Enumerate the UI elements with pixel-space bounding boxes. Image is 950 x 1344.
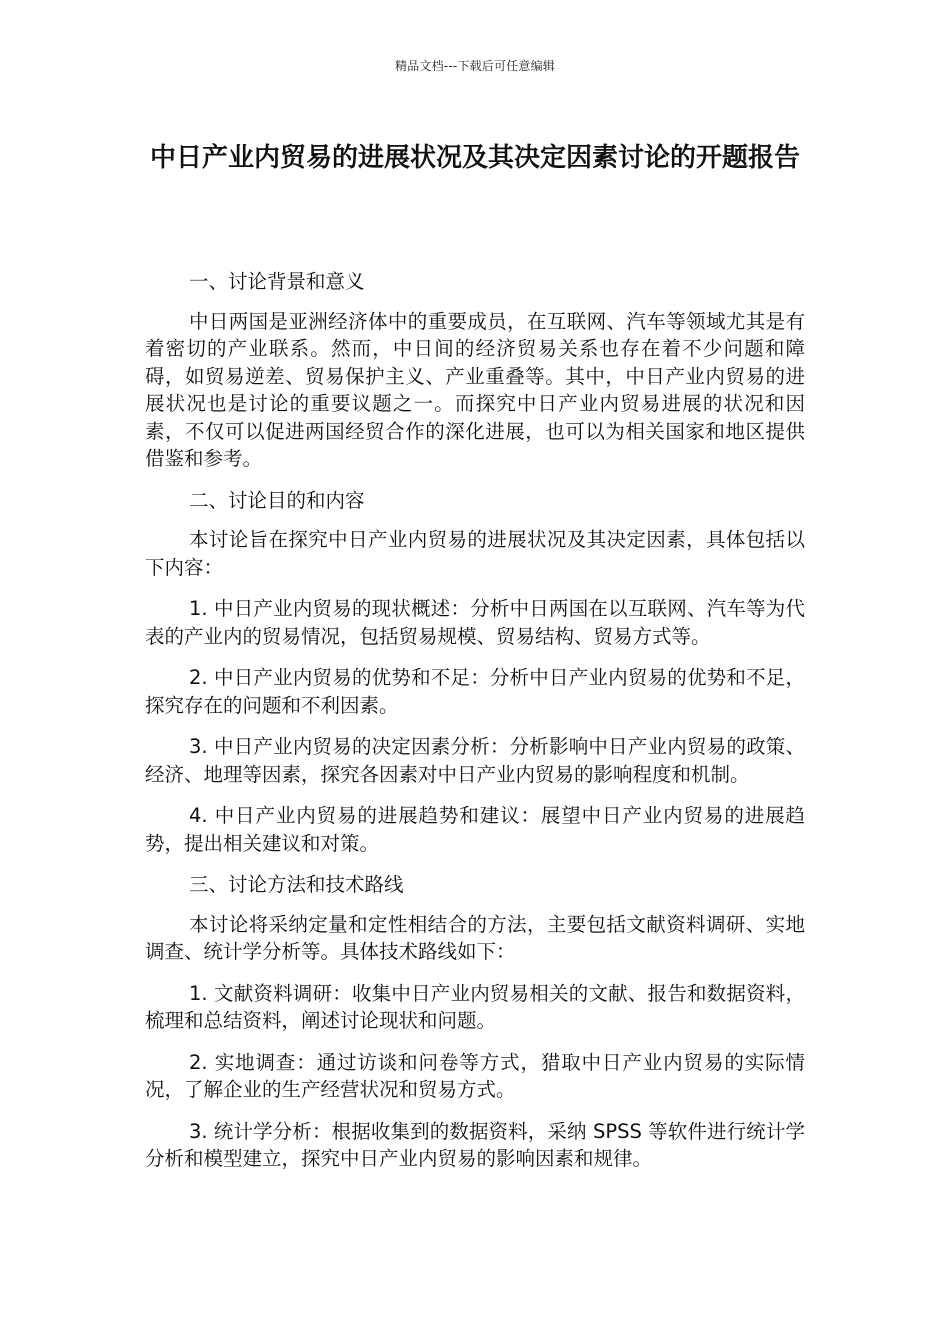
paragraph: 中日两国是亚洲经济体中的重要成员，在互联网、汽车等领域尤其是有着密切的产业联系。然而，中日间的经济贸易关系也存在着不少问题和障碍，如贸易逆差、贸易保护主义、产业重叠等。其中，中日产业内贸易的进展状况也是讨论的重要议题之一。而探究中日产业内贸易进展的状况和因素，不仅可以促进两国经贸合作的深化进展，也可以为相关国家和地区提供借鉴和参考。 (145, 309, 805, 470)
list-item: 1. 中日产业内贸易的现状概述：分析中日两国在以互联网、汽车等为代表的产业内的贸易情况，包括贸易规模、贸易结构、贸易方式等。 (145, 597, 805, 648)
list-item: 3. 统计学分析：根据收集到的数据资料，采纳 SPSS 等软件进行统计学分析和模型建立，探究中日产业内贸易的影响因素和规律。 (145, 1119, 805, 1170)
section-heading-purpose: 二、讨论目的和内容 (189, 488, 365, 512)
list-item: 4. 中日产业内贸易的进展趋势和建议：展望中日产业内贸易的进展趋势，提出相关建议和对策。 (145, 804, 805, 855)
section-heading-methods: 三、讨论方法和技术路线 (189, 873, 404, 896)
paragraph: 本讨论旨在探究中日产业内贸易的进展状况及其决定因素，具体包括以下内容： (145, 528, 805, 579)
document-body (145, 268, 805, 1187)
list-item: 3. 中日产业内贸易的决定因素分析：分析影响中日产业内贸易的政策、经济、地理等因素，探究各因素对中日产业内贸易的影响程度和机制。 (145, 735, 805, 786)
list-item: 2. 实地调查：通过访谈和问卷等方式，猎取中日产业内贸易的实际情况，了解企业的生产经营状况和贸易方式。 (145, 1050, 805, 1101)
document-title: 中日产业内贸易的进展状况及其决定因素讨论的开题报告 (149, 143, 800, 173)
list-item: 1. 文献资料调研：收集中日产业内贸易相关的文献、报告和数据资料，梳理和总结资料，阐述讨论现状和问题。 (145, 981, 805, 1032)
header-note: 精品文档---下载后可任意编辑 (395, 59, 555, 73)
section-heading-background: 一、讨论背景和意义 (189, 270, 365, 293)
list-item: 2. 中日产业内贸易的优势和不足：分析中日产业内贸易的优势和不足，探究存在的问题和不利因素。 (145, 666, 805, 717)
paragraph: 本讨论将采纳定量和定性相结合的方法，主要包括文献资料调研、实地调查、统计学分析等。具体技术路线如下： (145, 912, 805, 963)
